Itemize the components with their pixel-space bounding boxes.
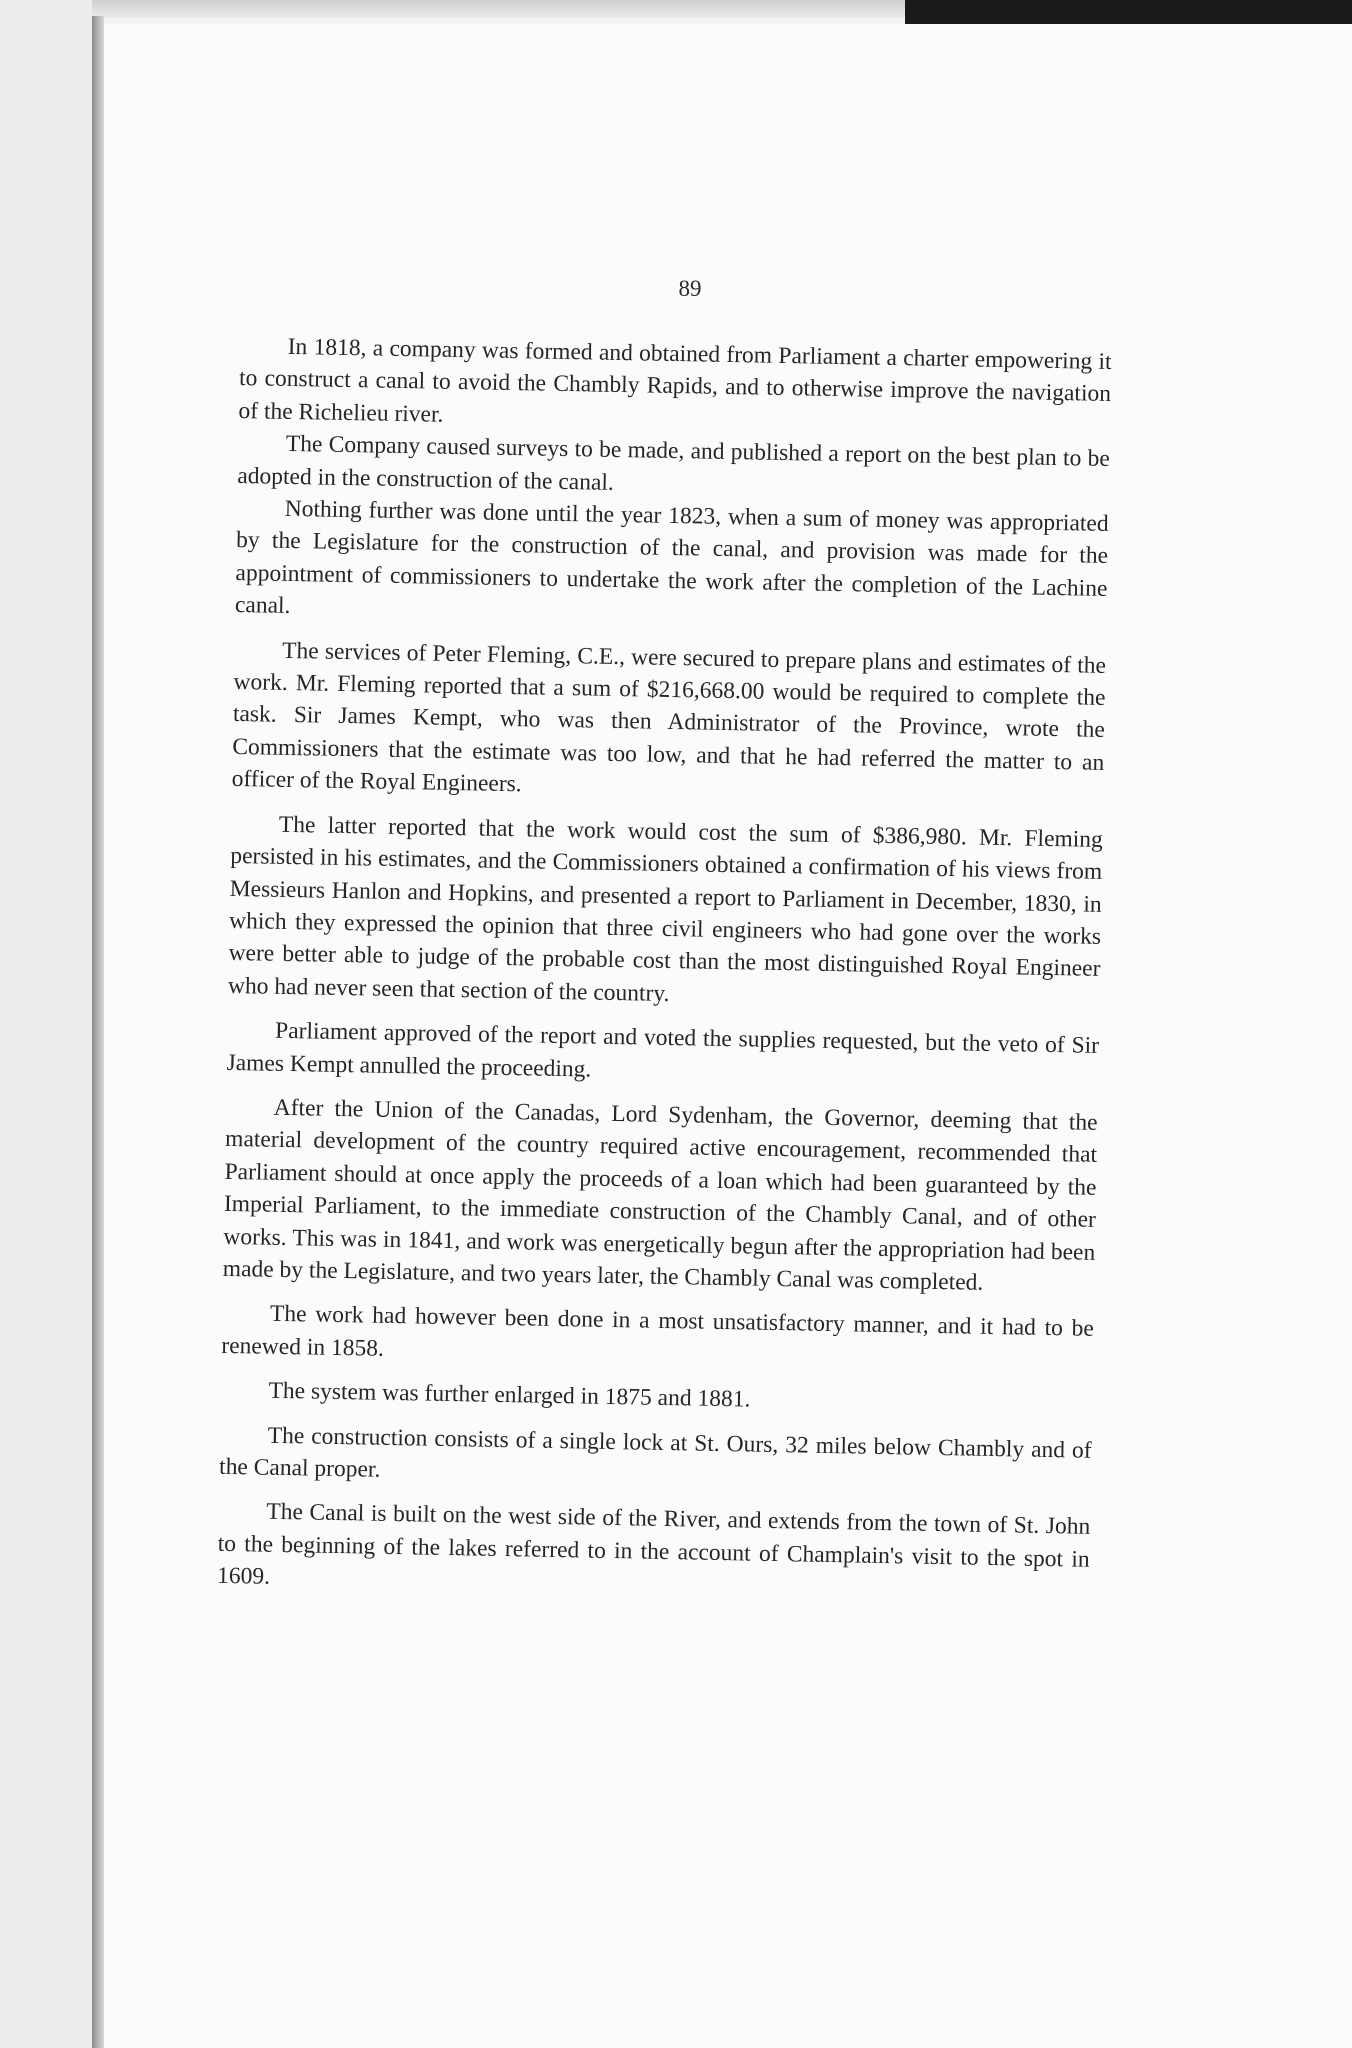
paragraph-peter-fleming: The services of Peter Fleming, C.E., were secured to prepare plans and estimates of the work. Mr. Fleming reported that a sum of $216,668.00 would be required to complete the task. Sir James Kempt, who was then Administrator of the Province, wrote the Commissioners that the estimate was too low, and that he had referred the matter to an officer of the Royal Engineers.: [231, 637, 1107, 798]
paragraph-surveys: The Company caused surveys to be made, and published a report on the best plan to be adopted in the construction of the canal.: [237, 431, 1111, 496]
page-number: 89: [678, 276, 702, 301]
paragraph-royal-engineers-estimate: The latter reported that the work would cost the sum of $386,980. Mr. Fleming persisted in his estimates, and the Commissioners obtained a confirmation of his views from Messieurs Hanlon and Hopkins, and presented a report to Parliament in December, 1830, in which they expressed the opinion that three civil engineers who had gone over the works were better able to judge of the probable cost than the most distinguished Royal Engineer who had never seen that section of the country.: [227, 811, 1104, 1007]
facing-page-margin: [0, 0, 92, 2048]
body-text: [217, 330, 1112, 1608]
book-spine-shadow: [92, 16, 104, 2048]
paragraph-renewed-1858: The work had however been done in a most unsatisfactory manner, and it had to be renewed in 1858.: [221, 1301, 1095, 1362]
paragraph-enlarged-1875-1881: The system was further enlarged in 1875 and 1881.: [268, 1377, 751, 1413]
paragraph-parliament-veto: Parliament approved of the report and voted the supplies requested, but the veto of Sir James Kempt annulled the proceeding.: [226, 1017, 1100, 1083]
paragraph-union-of-canadas: After the Union of the Canadas, Lord Sydenham, the Governor, deeming that the material development of the country required active encouragement, recommended that Parliament should at once apply the proceeds of a loan which had been guaranteed by the Imperial Parliament, to the immediate construction of the Chambly Canal, and of other works. This was in 1841, and work was energetically begun after the appropriation had been made by the Legislature, and two years later, the Chambly Canal was completed.: [222, 1094, 1098, 1296]
paragraph-1823-appropriation: Nothing further was done until the year 1823, when a sum of money was appropriated by the Legislature for the construction of the canal, and provision was made for the appointment of commissioners to undertake the work after the completion of the Lachine canal.: [234, 495, 1109, 620]
paragraph-st-ours-lock: The construction consists of a single lock at St. Ours, 32 miles below Chambly and of the Canal proper.: [218, 1422, 1092, 1483]
top-page-edge: [0, 0, 905, 18]
paragraph-west-side-canal: The Canal is built on the west side of the River, and extends from the town of St. John to the beginning of the lakes referred to in the account of Champlain's visit to the spot in 1609.: [216, 1499, 1091, 1590]
paragraph-1818-company: In 1818, a company was formed and obtained from Parliament a charter empowering it to construct a canal to avoid the Chambly Rapids, and to otherwise improve the navigation of the Richelieu river.: [238, 333, 1112, 428]
